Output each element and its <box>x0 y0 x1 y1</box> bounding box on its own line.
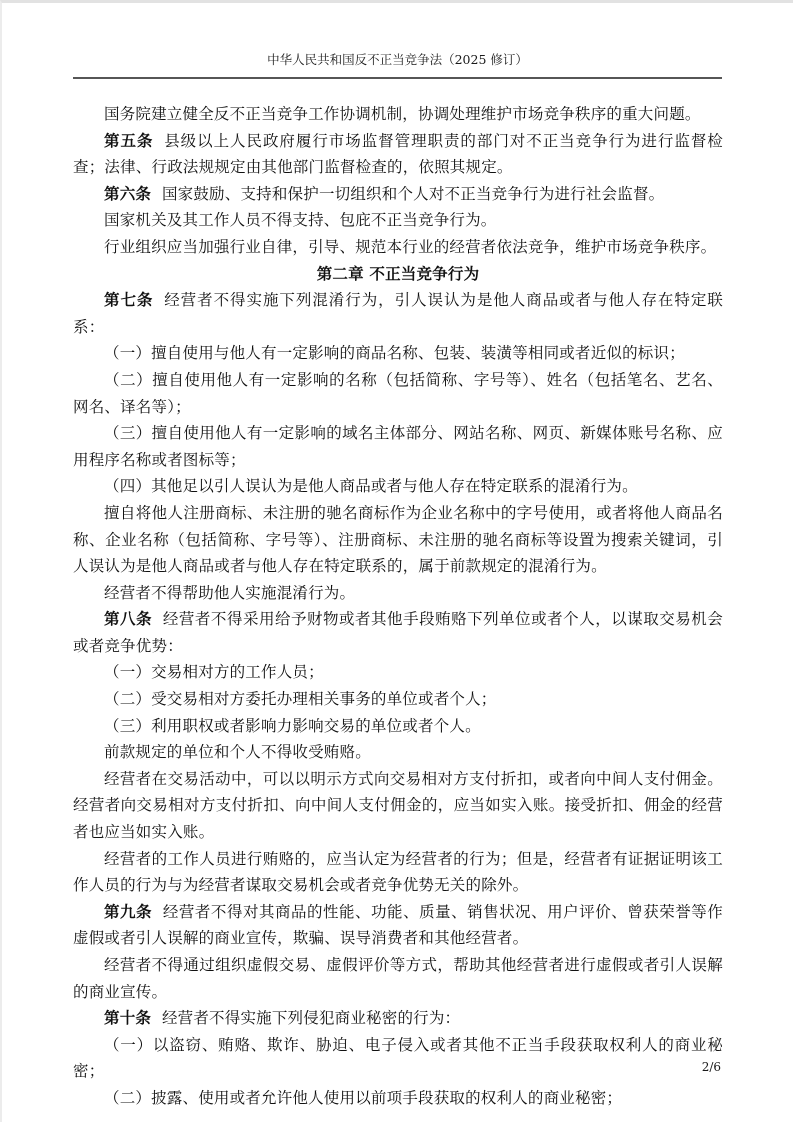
paragraph-text: （四）其他足以引人误认为是他人商品或者与他人存在特定联系的混淆行为。 <box>104 477 638 496</box>
paragraph-text: 国家机关及其工作人员不得支持、包庇不正当竞争行为。 <box>104 211 497 230</box>
body-paragraph <box>73 846 723 899</box>
body-paragraph <box>73 952 723 1005</box>
paragraph-text: 经营者的工作人员进行贿赂的，应当认定为经营者的行为；但是，经营者有证据证明该工作人员的行为与为经营者谋取交易机会或者竞争优势无关的除外。 <box>73 849 723 895</box>
article-paragraph <box>73 128 723 181</box>
paragraph-text: 国家鼓励、支持和保护一切组织和个人对不正当竞争行为进行社会监督。 <box>161 184 665 203</box>
body-paragraph <box>73 580 723 607</box>
article-paragraph <box>73 1005 723 1032</box>
body-paragraph <box>73 659 723 686</box>
article-paragraph <box>73 899 723 952</box>
chapter-heading <box>73 261 723 288</box>
paragraph-text: 经营者不得采用给予财物或者其他手段贿赂下列单位或者个人，以谋取交易机会或者竞争优势： <box>73 610 723 655</box>
body-paragraph <box>73 500 723 580</box>
body-paragraph <box>73 739 723 766</box>
paragraph-text: 县级以上人民政府履行市场监督管理职责的部门对不正当竞争行为进行监督检查；法律、行政法规规定由其他部门监督检查的，依照其规定。 <box>73 131 723 177</box>
paragraph-text: （一）以盗窃、贿赂、欺诈、胁迫、电子侵入或者其他不正当手段获取权利人的商业秘密； <box>73 1035 723 1081</box>
paragraph-text: （二）受交易相对方委托办理相关事务的单位或者个人； <box>104 690 497 709</box>
body-paragraph <box>73 766 723 846</box>
article-label: 第五条 <box>104 130 154 150</box>
article-label: 第八条 <box>104 609 153 629</box>
body-paragraph <box>73 1085 723 1112</box>
article-paragraph <box>73 181 723 208</box>
body-paragraph <box>73 713 723 740</box>
paragraph-text: （一）擅自使用与他人有一定影响的商品名称、包装、装潢等相同或者近似的标识； <box>104 344 685 363</box>
article-label: 第七条 <box>104 290 154 310</box>
paragraph-text: （三）擅自使用他人有一定影响的域名主体部分、网站名称、网页、新媒体账号名称、应用程序名称或者图标等； <box>73 424 723 469</box>
article-label: 第九条 <box>104 901 153 921</box>
paragraph-text: （二）披露、使用或者允许他人使用以前项手段获取的权利人的商业秘密； <box>104 1088 623 1107</box>
paragraph-text: 经营者不得对其商品的性能、功能、质量、销售状况、用户评价、曾获荣誉等作虚假或者引人误解的商业宣传，欺骗、误导消费者和其他经营者。 <box>73 902 723 948</box>
document-header-title: 中华人民共和国反不正当竞争法（2025 修订） <box>73 52 722 79</box>
article-label: 第六条 <box>104 183 152 203</box>
paragraph-text: 经营者不得通过组织虚假交易、虚假评价等方式，帮助其他经营者进行虚假或者引人误解的商业宣传。 <box>73 956 723 1001</box>
paragraph-text: （一）交易相对方的工作人员； <box>104 663 324 682</box>
paragraph-text: 第二章 不正当竞争行为 <box>316 263 480 283</box>
body-paragraph <box>73 234 723 261</box>
paragraph-text: （三）利用职权或者影响力影响交易的单位或者个人。 <box>104 716 481 735</box>
article-paragraph <box>73 606 723 659</box>
paragraph-text: 前款规定的单位和个人不得收受贿赂。 <box>104 743 371 762</box>
paragraph-text: 擅自将他人注册商标、未注册的驰名商标作为企业名称中的字号使用，或者将他人商品名称、企业名称（包括简称、字号等）、注册商标、未注册的驰名商标等设置为搜索关键词，引人误认为是他人商品或者与他人存在特定联系的，属于前款规定的混淆行为。 <box>73 503 723 576</box>
body-paragraph <box>73 420 723 473</box>
paragraph-text: 行业组织应当加强行业自律，引导、规范本行业的经营者依法竞争，维护市场竞争秩序。 <box>104 237 717 256</box>
article-label: 第十条 <box>104 1008 152 1028</box>
body-paragraph <box>73 101 723 128</box>
paragraph-text: 经营者不得实施下列混淆行为，引人误认为是他人商品或者与他人存在特定联系： <box>73 291 723 336</box>
page-number: 2/6 <box>701 1060 721 1074</box>
article-paragraph <box>73 287 723 340</box>
body-paragraph <box>73 473 723 500</box>
paragraph-text: 国务院建立健全反不正当竞争工作协调机制，协调处理维护市场竞争秩序的重大问题。 <box>104 105 701 123</box>
paragraph-text: 经营者不得帮助他人实施混淆行为。 <box>104 583 356 602</box>
document-body <box>73 101 723 1112</box>
body-paragraph <box>73 340 723 367</box>
body-paragraph <box>73 686 723 713</box>
paragraph-text: 经营者在交易活动中，可以以明示方式向交易相对方支付折扣，或者向中间人支付佣金。经营者向交易相对方支付折扣、向中间人支付佣金的，应当如实入账。接受折扣、佣金的经营者也应当如实入账。 <box>73 769 723 842</box>
body-paragraph <box>73 1032 723 1085</box>
body-paragraph <box>73 207 723 234</box>
paragraph-text: （二）擅自使用他人有一定影响的名称（包括简称、字号等）、姓名（包括笔名、艺名、网名、译名等）； <box>73 370 723 416</box>
body-paragraph <box>73 367 723 420</box>
paragraph-text: 经营者不得实施下列侵犯商业秘密的行为： <box>161 1009 461 1028</box>
